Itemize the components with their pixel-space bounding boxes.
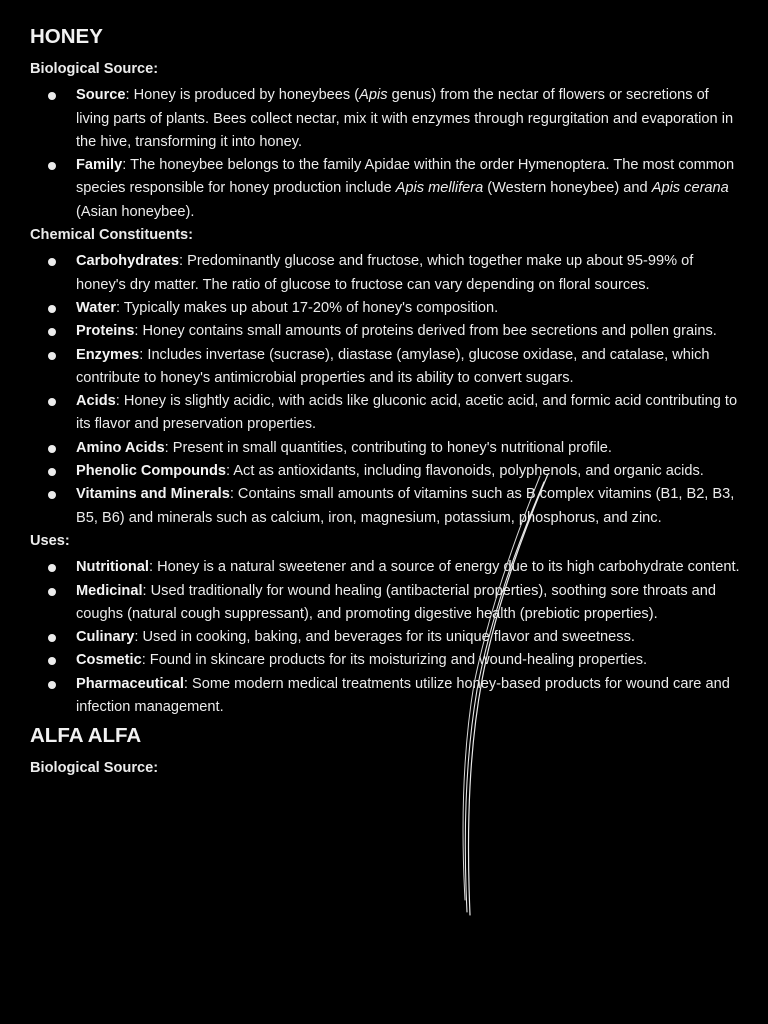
list-item-term: Acids	[76, 393, 116, 410]
list-item-text: : Present in small quantities, contributing to honey's nutritional profile.	[164, 439, 612, 456]
italic-species-name: Apis	[359, 87, 388, 104]
document-page	[30, 24, 742, 781]
list-item-text: : The honeybee belongs to the family Apidae within the order Hymenoptera. The most common species responsible for honey production include	[76, 157, 735, 197]
list-item-term: Amino Acids	[76, 439, 165, 456]
list-item-text: : Contains small amounts of vitamins such as B complex vitamins (B1, B2, B3, B5, B6) and minerals such as calcium, iron, magnesium, potassium, phosphorus, and zinc.	[76, 486, 735, 526]
alfa-alfa-title: ALFA ALFA	[30, 724, 142, 748]
list-item-carbohydrates	[30, 250, 742, 297]
honey-uses-heading: Uses:	[30, 532, 70, 549]
list-item-text: (Asian honeybee).	[76, 203, 195, 220]
list-item-term: Proteins	[76, 323, 135, 340]
honey-biological-source-heading: Biological Source:	[30, 61, 159, 77]
list-item-term: Nutritional	[76, 559, 149, 576]
honey-chemical-constituents-heading: Chemical Constituents:	[30, 227, 193, 244]
list-item-text: : Some modern medical treatments utilize honey-based products for wound care and infection management.	[76, 675, 730, 716]
list-item-enzymes	[30, 344, 742, 391]
list-item-text: (Western honeybee) and	[483, 180, 652, 197]
list-item-term: Vitamins and Minerals	[76, 486, 230, 503]
italic-species-name: Apis cerana	[651, 180, 729, 197]
list-item-nutritional	[30, 556, 742, 579]
list-item-term: Family	[76, 157, 123, 174]
list-item-text: : Includes invertase (sucrase), diastase (amylase), glucose oxidase, and catalase, which contribute to honey's antimicrobial properties and its ability to convert sugars.	[76, 346, 710, 386]
list-item-source	[30, 84, 742, 154]
list-item-term: Carbohydrates	[76, 253, 179, 270]
list-item-acids	[30, 390, 742, 437]
list-item-term: Medicinal	[76, 582, 143, 599]
list-item-vitamins-and-minerals	[30, 483, 742, 530]
list-item-text: : Predominantly glucose and fructose, which together make up about 95-99% of honey's dry matter. The ratio of glucose to fructose can vary depending on floral sources.	[76, 253, 694, 293]
list-item-amino-acids	[30, 437, 742, 460]
list-item-text: genus) from the nectar of flowers or secretions of living parts of plants. Bees collect nectar, mix it with enzymes through regurgitation and evaporation in the hive, transforming it into honey.	[76, 87, 734, 150]
italic-species-name: Apis mellifera	[395, 180, 484, 197]
list-item-proteins	[30, 320, 742, 343]
list-item-term: Source	[76, 87, 126, 104]
honey-title: HONEY	[30, 25, 103, 48]
list-item-term: Culinary	[76, 629, 135, 646]
list-item-pharmaceutical	[30, 673, 742, 720]
list-item-term: Water	[76, 299, 117, 316]
list-item-family	[30, 154, 742, 224]
list-item-text: : Act as antioxidants, including flavonoids, polyphenols, and organic acids.	[226, 463, 704, 480]
list-item-text: : Honey is slightly acidic, with acids like gluconic acid, acetic acid, and formic acid contributing to its flavor and preservation properties.	[76, 393, 738, 433]
list-item-text: : Found in skincare products for its moisturizing and wound-healing properties.	[141, 652, 648, 669]
list-item-text: : Honey is produced by honeybees (	[125, 87, 360, 104]
alfa-alfa-biological-source-heading: Biological Source:	[30, 760, 159, 777]
list-item-term: Enzymes	[76, 346, 140, 363]
list-item-phenolic-compounds	[30, 460, 742, 483]
list-item-text: : Honey contains small amounts of proteins derived from bee secretions and pollen grains.	[134, 323, 717, 340]
list-item-text: : Used in cooking, baking, and beverages for its unique flavor and sweetness.	[134, 629, 635, 646]
list-item-term: Pharmaceutical	[76, 675, 184, 692]
list-item-medicinal	[30, 580, 742, 627]
honey-uses-list	[30, 556, 742, 719]
list-item-text: : Used traditionally for wound healing (antibacterial properties), soothing sore throats and coughs (natural cough suppressant), and promoting digestive health (prebiotic properties).	[76, 582, 717, 622]
list-item-water	[30, 297, 742, 320]
list-item-text: : Honey is a natural sweetener and a source of energy due to its high carbohydrate content.	[148, 559, 740, 576]
list-item-term: Phenolic Compounds	[76, 463, 226, 480]
list-item-culinary	[30, 626, 742, 649]
list-item-text: : Typically makes up about 17-20% of honey's composition.	[116, 299, 499, 316]
honey-chemical-constituents-list	[30, 250, 742, 530]
list-item-cosmetic	[30, 649, 742, 672]
honey-biological-source-list	[30, 84, 742, 224]
list-item-term: Cosmetic	[76, 652, 142, 669]
